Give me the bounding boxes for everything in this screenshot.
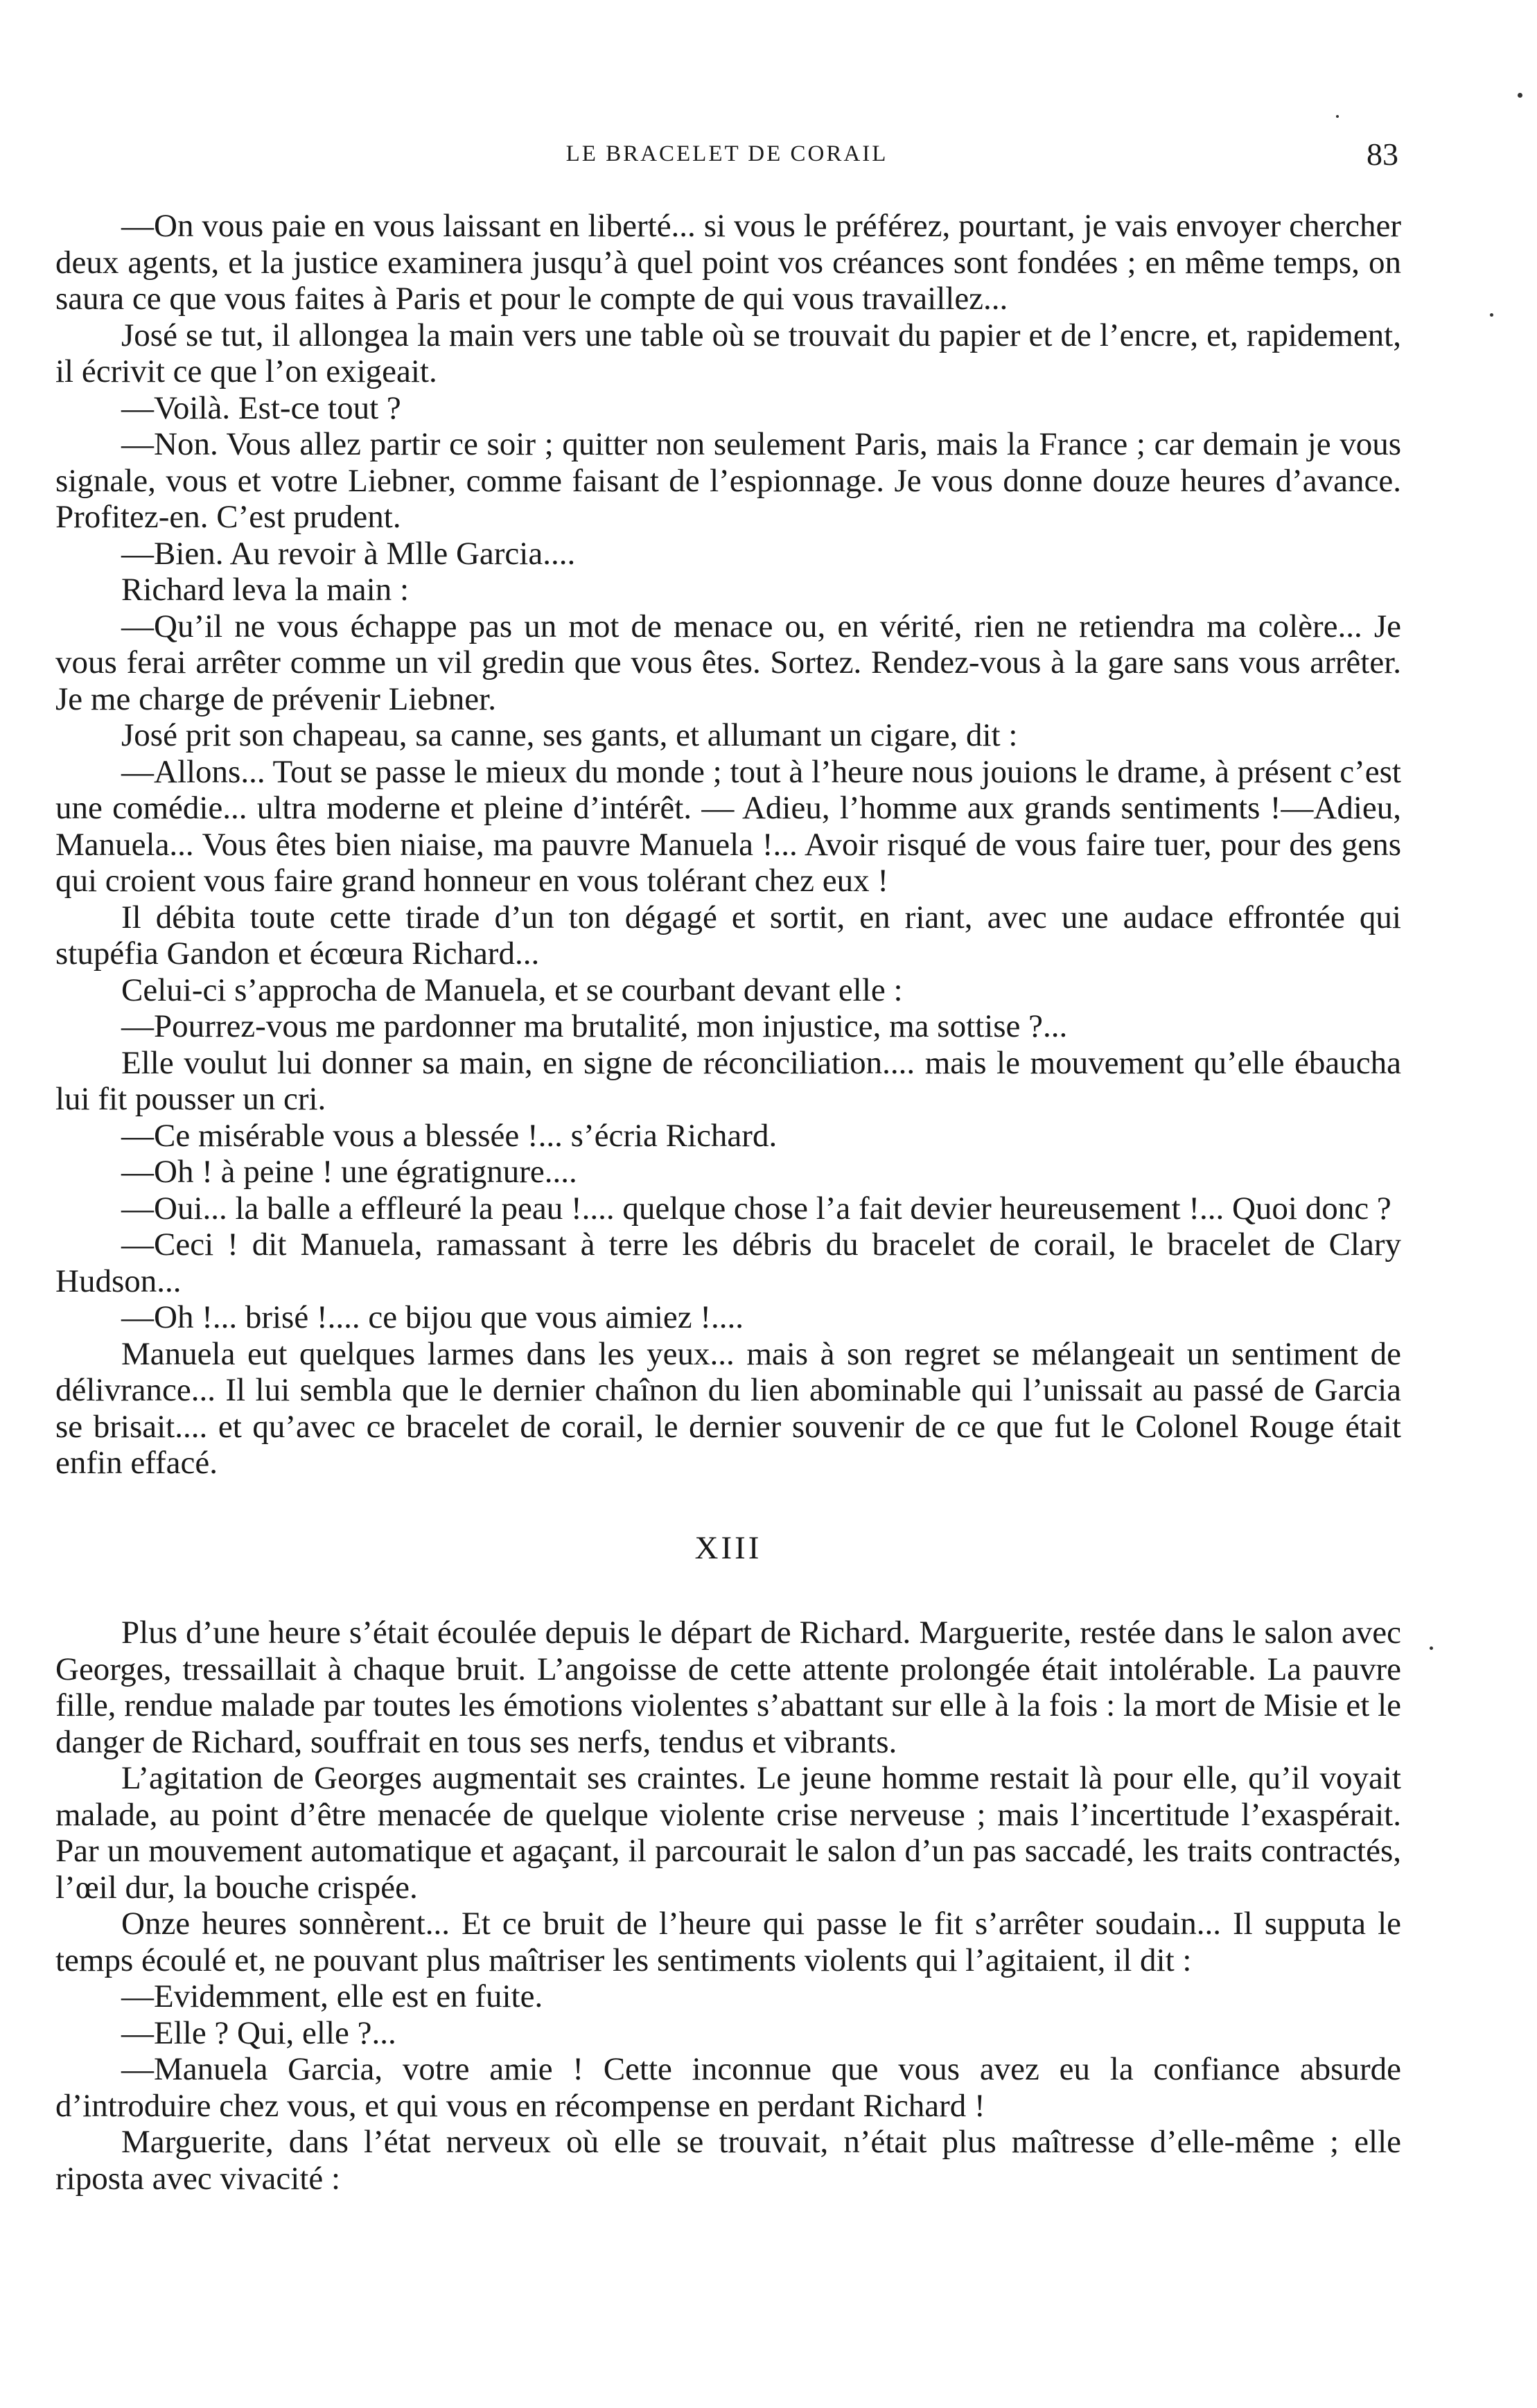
paragraph: Richard leva la main : bbox=[121, 572, 410, 608]
paragraph: —Manuela Garcia, votre amie ! Cette inconnue que vous avez eu la confiance absurde d’introduire chez vous, et qui vous en récompense en perdant Richard ! bbox=[55, 2051, 1401, 2124]
paragraph: Plus d’une heure s’était écoulée depuis le départ de Richard. Marguerite, restée dans le salon avec Georges, tressaillait à chaque bruit. L’angoisse de cette attente prolongée était intolérable. La pauvre fille, rendue malade par toutes les émotions violentes s’abattant sur elle à la fois : la mort de Misie et le danger de Richard, souffrait en tous ses nerfs, tendus et vibrants. bbox=[55, 1615, 1401, 1760]
paragraph: —Pourrez-vous me pardonner ma brutalité, mon injustice, ma sottise ?... bbox=[121, 1008, 1068, 1044]
paragraph: José prit son chapeau, sa canne, ses gants, et allumant un cigare, dit : bbox=[121, 717, 1018, 753]
paragraph: —Ce misérable vous a blessée !... s’écria Richard. bbox=[121, 1117, 778, 1154]
paragraph: —Oh ! à peine ! une égratignure.... bbox=[121, 1154, 577, 1190]
paragraph: Il débita toute cette tirade d’un ton dégagé et sortit, en riant, avec une audace effrontée qui stupéfia Gandon et écœura Richard... bbox=[55, 899, 1401, 972]
scan-speck bbox=[1336, 115, 1339, 118]
paragraph: —Qu’il ne vous échappe pas un mot de menace ou, en vérité, rien ne retiendra ma colère... Je vous ferai arrêter comme un vil gredin que vous êtes. Sortez. Rendez-vous à la gare sans vous arrêter. Je me charge de prévenir Liebner. bbox=[55, 608, 1401, 717]
paragraph: —Oui... la balle a effleuré la peau !.... quelque chose l’a fait devier heureusement !... Quoi donc ? bbox=[121, 1190, 1391, 1227]
body-text bbox=[55, 208, 1401, 2197]
scan-speck bbox=[1430, 1646, 1433, 1650]
page-header bbox=[55, 136, 1398, 177]
paragraph: Manuela eut quelques larmes dans les yeux... mais à son regret se mélangeait un sentiment de délivrance... Il lui sembla que le dernier chaînon du lien abominable qui l’unissait au passé de Garcia se brisait.... et qu’avec ce bracelet de corail, le dernier souvenir de ce que fut le Colonel Rouge était enfin effacé. bbox=[55, 1335, 1401, 1481]
scan-speck bbox=[1490, 313, 1493, 317]
paragraph: —Non. Vous allez partir ce soir ; quitter non seulement Paris, mais la France ; car demain je vous signale, vous et votre Liebner, comme faisant de l’espionnage. Je vous donne douze heures d’avance. Profitez-en. C’est prudent. bbox=[55, 426, 1401, 535]
scan-speck bbox=[1518, 93, 1522, 98]
paragraph: José se tut, il allongea la main vers une table où se trouvait du papier et de l’encre, et, rapidement, il écrivit ce que l’on exigeait. bbox=[55, 317, 1401, 389]
chapter-heading: XIII bbox=[694, 1529, 762, 1566]
paragraph: Celui-ci s’approcha de Manuela, et se courbant devant elle : bbox=[121, 972, 903, 1008]
paragraph: —Allons... Tout se passe le mieux du monde ; tout à l’heure nous jouions le drame, à présent c’est une comédie... ultra moderne et pleine d’intérêt. — Adieu, l’homme aux grands sentiments !—Adieu, Manuela... Vous êtes bien niaise, ma pauvre Manuela !... Avoir risqué de vous faire tuer, pour des gens qui croient vous faire grand honneur en vous tolérant chez eux ! bbox=[55, 753, 1401, 899]
paragraph: Onze heures sonnèrent... Et ce bruit de l’heure qui passe le fit s’arrêter soudain... Il supputa le temps écoulé et, ne pouvant plus maîtriser les sentiments violents qui l’agitaient, il dit : bbox=[55, 1906, 1401, 1978]
paragraph: —Oh !... brisé !.... ce bijou que vous aimiez !.... bbox=[121, 1299, 744, 1335]
paragraph: —Evidemment, elle est en fuite. bbox=[121, 1978, 543, 2014]
paragraph: Elle voulut lui donner sa main, en signe de réconciliation.... mais le mouvement qu’elle ébaucha lui fit pousser un cri. bbox=[55, 1044, 1401, 1117]
paragraph: —Voilà. Est-ce tout ? bbox=[121, 389, 401, 426]
paragraph: L’agitation de Georges augmentait ses craintes. Le jeune homme restait là pour elle, qu’il voyait malade, au point d’être menacée de quelque violente crise nerveuse ; mais l’incertitude l’exaspérait. Par un mouvement automatique et agaçant, il parcourait le salon d’un pas saccadé, les traits contractés, l’œil dur, la bouche crispée. bbox=[55, 1760, 1401, 1906]
running-title: LE BRACELET DE CORAIL bbox=[565, 141, 888, 166]
paragraph: —Ceci ! dit Manuela, ramassant à terre les débris du bracelet de corail, le bracelet de Clary Hudson... bbox=[55, 1227, 1401, 1299]
paragraph: Marguerite, dans l’état nerveux où elle se trouvait, n’était plus maîtresse d’elle-même ; elle riposta avec vivacité : bbox=[55, 2124, 1401, 2197]
paragraph: —Elle ? Qui, elle ?... bbox=[121, 2014, 396, 2051]
paragraph: —On vous paie en vous laissant en liberté... si vous le préférez, pourtant, je vais envoyer chercher deux agents, et la justice examinera jusqu’à quel point vos créances sont fondées ; en même temps, on saura ce que vous faites à Paris et pour le compte de qui vous travaillez... bbox=[55, 208, 1401, 317]
page-number: 83 bbox=[1367, 137, 1398, 172]
paragraph: —Bien. Au revoir à Mlle Garcia.... bbox=[121, 535, 576, 572]
